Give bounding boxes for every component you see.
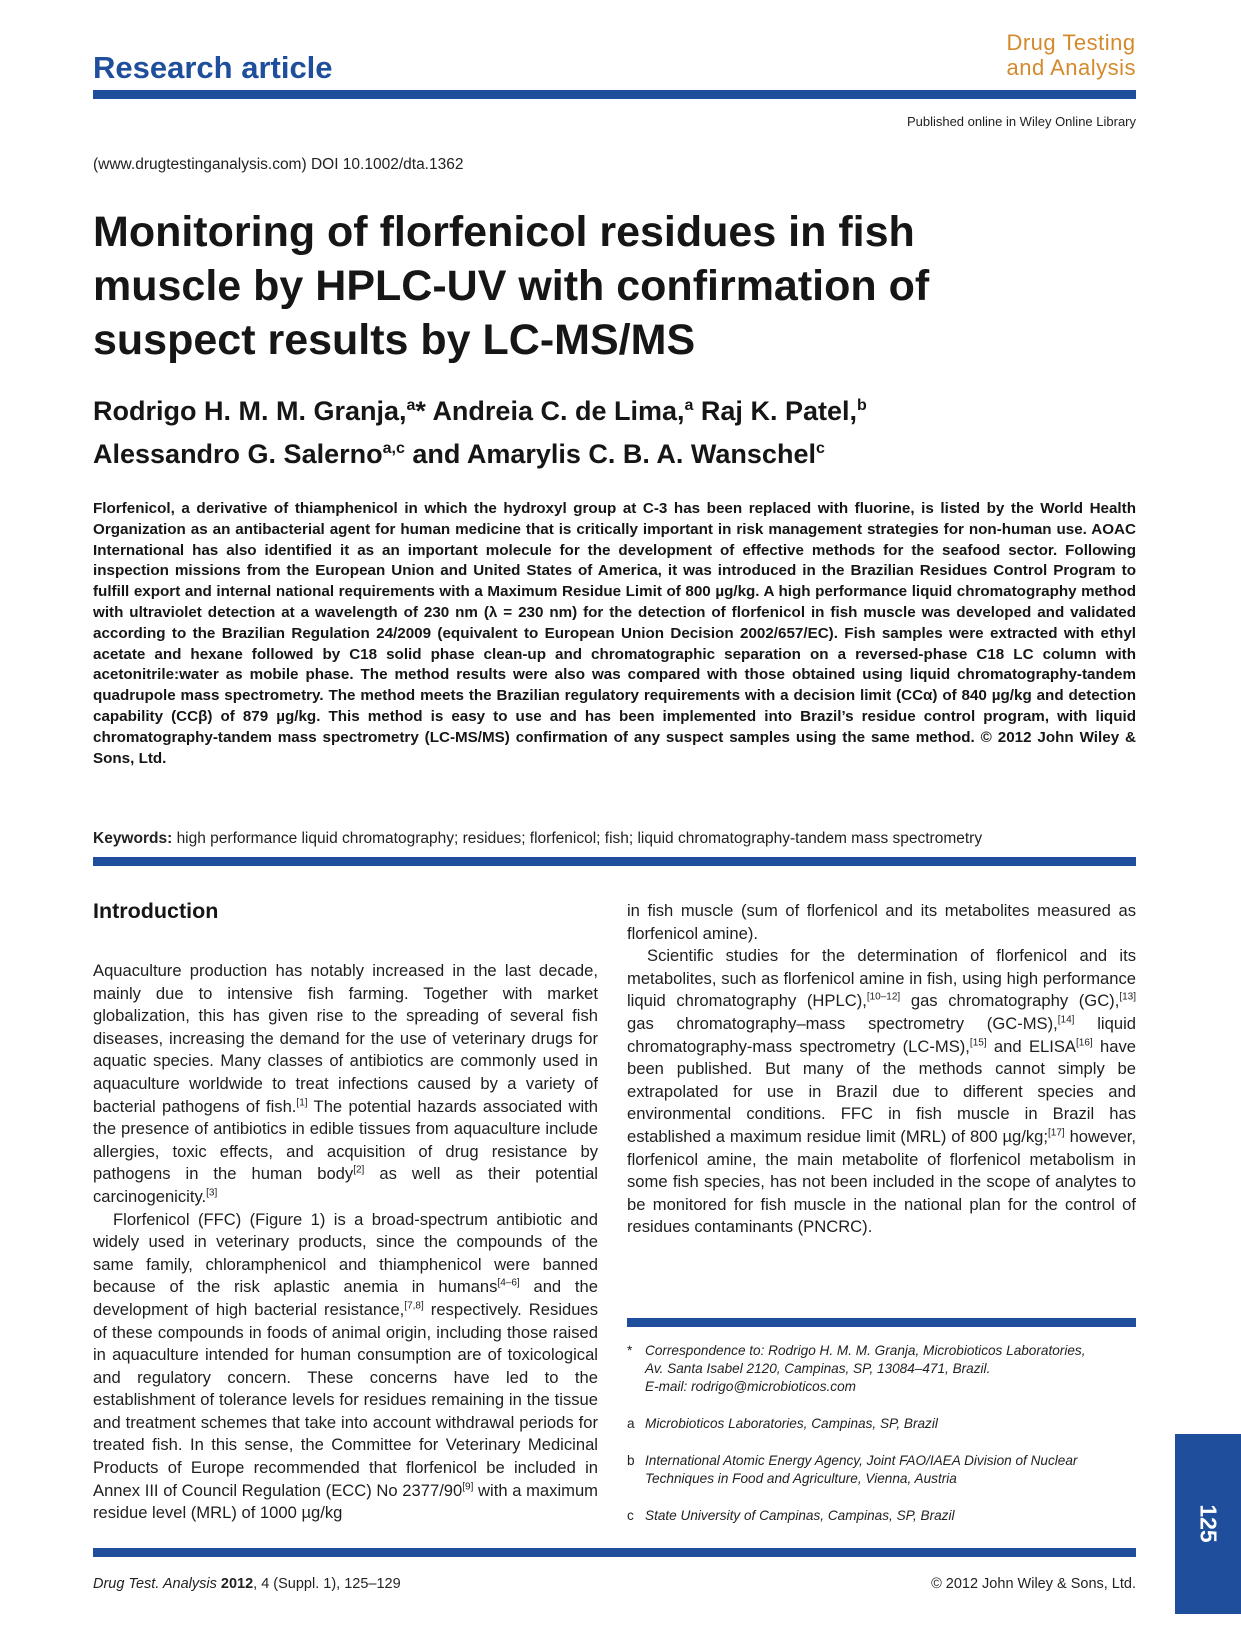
paragraph-text: liquid chromatography-mass spectrometry (LC-MS), [627,1013,1136,1056]
footnote [627,1452,1136,1488]
footnote [627,1415,1136,1433]
citation-ref: [7,8] [404,1300,424,1312]
footnote-text [645,1452,1136,1488]
footnotes [627,1342,1136,1544]
citation-ref: [1] [296,1097,308,1109]
footer-year: 2012 [220,1576,254,1592]
keywords-text: high performance liquid chromatography; residues; florfenicol; fish; liquid chromatography-tandem mass spectrometry [176,830,983,847]
footer-citation [93,1576,401,1592]
footer-copyright: © 2012 John Wiley & Sons, Ltd. [931,1576,1136,1592]
page-number: 125 [1195,1504,1222,1543]
corresponding-author-mark: * [415,396,426,426]
author-name: Alessandro G. Salerno [93,439,383,469]
article-title: Monitoring of florfenicol residues in fish muscle by HPLC-UV with confirmation of suspect results by LC-MS/MS [93,208,930,364]
paragraph-text: and ELISA [986,1036,1076,1056]
footnote-mark: a [627,1416,635,1431]
abstract-rule [93,857,1136,866]
author-name: Rodrigo H. M. M. Granja, [93,396,407,426]
author-list [93,387,1073,473]
author-name: Andreia C. de Lima, [432,396,685,426]
citation-ref: [17] [1048,1127,1065,1139]
author-affiliation-mark: c [815,440,825,457]
paragraph-text: Scientific studies for the determination of florfenicol and its metabolites, such as florfenicol amine in fish, using high performance liquid chromatography (HPLC), [627,946,1136,1011]
left-column [93,960,598,1525]
footnote-mark: * [627,1343,633,1358]
footnote-line: E-mail: rodrigo@microbioticos.com [645,1379,856,1394]
paragraph-text: have been published. But many of the methods cannot simply be extrapolated for use in Brazil due to different species and environmental conditions. FFC in fish muscle in Brazil has established a maximum residue limit (MRL) of 800 µg/kg; [627,1036,1136,1146]
author-affiliation-mark: b [856,397,867,414]
citation-ref: [3] [206,1187,218,1199]
paragraph-text: The potential hazards associated with the presence of antibiotics in edible tissues from aquaculture include allergies, toxic effects, and acquisition of drug resistance by pathogens in the human body [93,1096,598,1184]
footnote-line: Av. Santa Isabel 2120, Campinas, SP, 13084–471, Brazil. [645,1361,991,1376]
paragraph-text: respectively. Residues of these compounds in foods of animal origin, including those raised in aquaculture intended for human consumption are of toxicological and regulatory concern. These concerns have led to the establishment of tolerance levels for residues remaining in the tissue and treatment schemes that take into account withdrawal periods for treated fish. In this sense, the Committee for Veterinary Medicinal Products of Europe recommended that florfenicol be included in Annex III of Council Regulation (ECC) No 2377/90 [93,1299,598,1500]
footnote [627,1507,1136,1525]
section-label: Research article [93,50,333,85]
footnote-text [645,1507,1136,1525]
footnote-line: Techniques in Food and Agriculture, Vienna, Austria [645,1471,957,1486]
footnote [627,1342,1136,1396]
paragraph-text: with a maximum residue level (MRL) of 1000 µg/kg [93,1480,598,1523]
keywords-label: Keywords: [93,830,173,847]
right-column [627,900,1136,1239]
keywords [93,830,1136,848]
footnote-text [645,1342,1136,1396]
paragraph-text: however, florfenicol amine, the main metabolite of florfenicol metabolism in some fish species, has not been included in the scope of analytes to be monitored for fish muscle in the national plan for the control of residues contaminants (PNCRC). [627,1126,1136,1237]
author-affiliation-mark: a [406,397,416,414]
paragraph-text: gas chromatography (GC), [900,991,1120,1011]
footer-rule [93,1548,1136,1557]
intro-paragraph-2 [93,1209,598,1525]
introduction-heading: Introduction [93,899,219,923]
author-name: and Amarylis C. B. A. Wanschel [412,439,816,469]
footnote-line: Correspondence to: Rodrigo H. M. M. Granja, Microbioticos Laboratories, [645,1343,1086,1358]
published-online-note: Published online in Wiley Online Library [906,114,1136,129]
footnote-rule [627,1318,1136,1327]
journal-name [1006,30,1136,80]
footnote-line: Microbioticos Laboratories, Campinas, SP, Brazil [645,1416,938,1431]
intro-paragraph-1 [93,960,598,1209]
footnote-mark: b [627,1453,635,1468]
journal-name-line2: and Analysis [1006,55,1136,80]
paragraph-text: and the development of high bacterial resistance, [93,1277,598,1319]
intro-paragraph-3: in fish muscle (sum of florfenicol and its metabolites measured as florfenicol amine). [627,901,1136,943]
author-affiliation-mark: a [684,397,694,414]
footer-journal: Drug Test. Analysis [93,1576,217,1592]
paragraph-text: gas chromatography–mass spectrometry (GC-MS), [627,1013,1058,1033]
citation-ref: [10–12] [866,991,901,1003]
footnote-text [645,1415,1136,1433]
paragraph-text: Florfenicol (FFC) (Figure 1) is a broad-spectrum antibiotic and widely used in veterinary products, since the compounds of the same family, chloramphenicol and thiamphenicol were banned because of the risk aplastic anemia in humans [93,1209,598,1297]
paragraph-text: as well as their potential carcinogenicity. [93,1164,598,1206]
citation-ref: [2] [353,1164,365,1176]
doi-line: (www.drugtestinganalysis.com) DOI 10.1002/dta.1362 [93,156,464,173]
author-name: Raj K. Patel, [700,396,857,426]
header-rule [93,90,1136,99]
footnote-line: State University of Campinas, Campinas, SP, Brazil [645,1508,955,1523]
intro-paragraph-4 [627,945,1136,1239]
journal-name-line1: Drug Testing [1006,30,1136,55]
citation-ref: [4–6] [497,1277,520,1289]
footnote-mark: c [627,1508,634,1523]
citation-ref: [14] [1057,1014,1075,1026]
citation-ref: [9] [462,1481,474,1493]
citation-ref: [13] [1119,991,1136,1003]
footnote-line: International Atomic Energy Agency, Joint FAO/IAEA Division of Nuclear [645,1453,1078,1468]
citation-ref: [15] [969,1037,987,1049]
citation-ref: [16] [1076,1037,1093,1049]
footer-volume-pages: , 4 (Suppl. 1), 125–129 [253,1576,401,1592]
paragraph-text: Aquaculture production has notably increased in the last decade, mainly due to intensive fish farming. Together with market globalization, this has given rise to the spreading of several fish diseases, increasing the demand for the use of veterinary drugs for aquatic species. Many classes of antibiotics are commonly used in aquaculture worldwide to treat infections caused by a variety of bacterial pathogens of fish. [93,961,598,1116]
abstract: Florfenicol, a derivative of thiamphenicol in which the hydroxyl group at C-3 has been replaced with fluorine, is listed by the World Health Organization as an antibacterial agent for human medicine that is critically important in risk management strategies for non-human use. AOAC International has also identified it as an important molecule for the development of effective methods for the seafood sector. Following inspection missions from the European Union and United States of America, it was introduced in the Brazilian Residues Control Program to fulfill export and internal national requirements with a Maximum Residue Limit of 800 µg/kg. A high performance liquid chromatography method with ultraviolet detection at a wavelength of 230 nm (λ = 230 nm) for the detection of florfenicol in fish muscle was developed and validated according to the Brazilian Regulation 24/2009 (equivalent to European Union Decision 2002/657/EC). Fish samples were extracted with ethyl acetate and hexane followed by C18 solid phase clean-up and chromatographic separation on a reversed-phase C18 LC column with acetonitrile:water as mobile phase. The method results were also was compared with those obtained using liquid chromatography-tandem quadrupole mass spectrometry. The method meets the Brazilian regulatory requirements with a decision limit (CCα) of 840 µg/kg and detection capability (CCβ) of 879 µg/kg. This method is easy to use and has been implemented into Brazil’s residue control program, with liquid chromatography-tandem mass spectrometry (LC-MS/MS) confirmation of any suspect samples using the same method. © 2012 John Wiley & Sons, Ltd. [93,500,1136,767]
author-affiliation-mark: a,c [382,440,405,457]
